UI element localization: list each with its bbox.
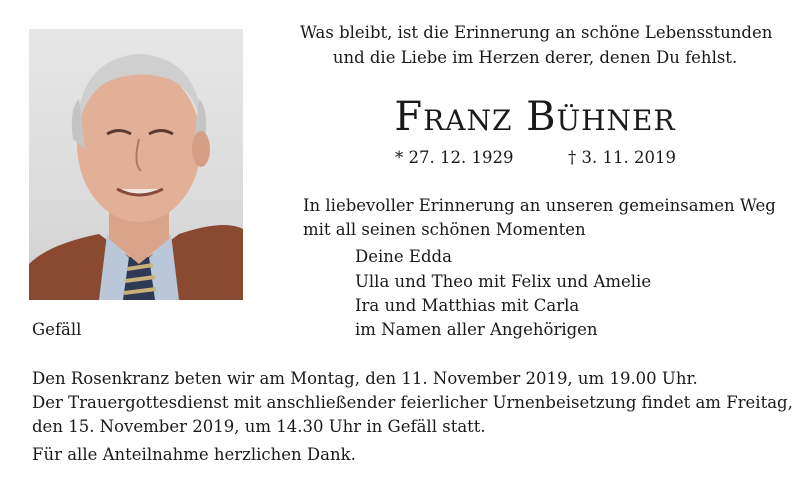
deceased-name: Franz Bühner [394,94,676,140]
service-line-3: den 15. November 2019, um 14.30 Uhr in Gefäll statt. [32,417,486,436]
service-line-2: Der Trauergottesdienst mit anschließender feierlicher Urnenbeisetzung findet am Freitag, [32,393,793,412]
memory-line-1: In liebevoller Erinnerung an unseren gemeinsamen Weg [303,196,776,215]
mourner-line: Deine Edda [355,247,452,266]
mourner-line: im Namen aller Angehörigen [355,320,598,339]
place-name: Gefäll [32,320,82,339]
quote-line-2: und die Liebe im Herzen derer, denen Du fehlst. [332,48,738,67]
death-date: † 3. 11. 2019 [568,148,676,167]
service-line-1: Den Rosenkranz beten wir am Montag, den 11. November 2019, um 19.00 Uhr. [32,369,698,388]
thanks-line: Für alle Anteilnahme herzlichen Dank. [32,445,356,464]
memory-line-2: mit all seinen schönen Momenten [303,220,586,239]
mourner-line: Ira und Matthias mit Carla [355,296,580,315]
portrait-photo [29,29,243,300]
mourner-line: Ulla und Theo mit Felix und Amelie [355,272,652,291]
portrait-illustration [29,29,243,300]
quote-line-1: Was bleibt, ist die Erinnerung an schöne Lebensstunden [300,23,773,42]
birth-date: * 27. 12. 1929 [395,148,514,167]
